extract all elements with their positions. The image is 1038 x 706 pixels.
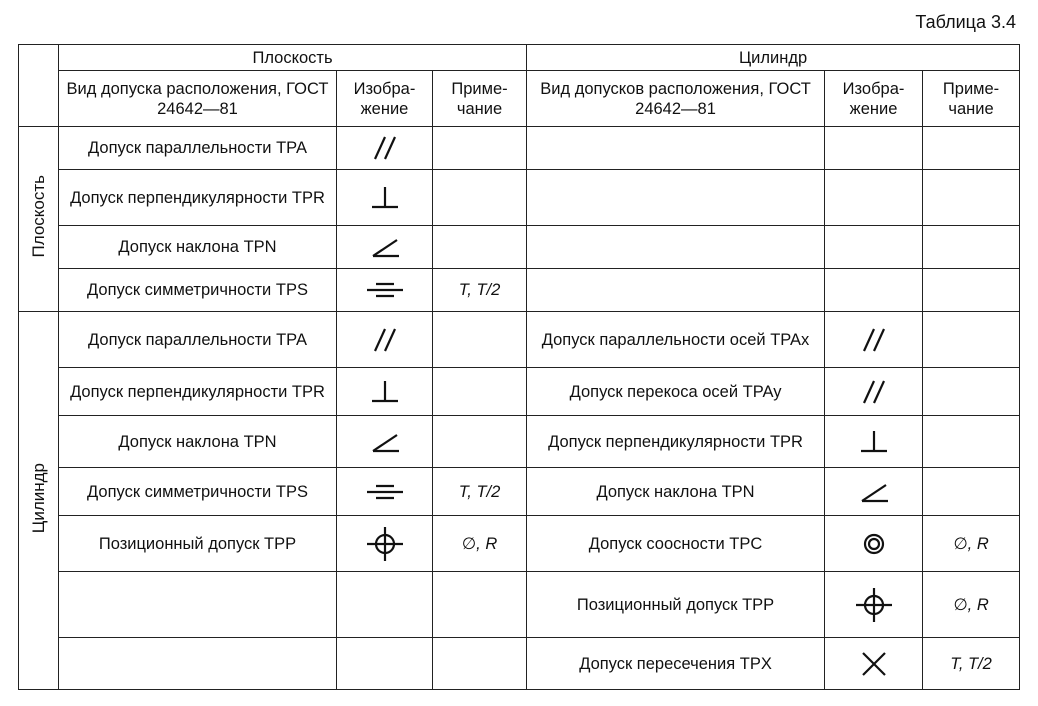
plane-tolerance-symbol [337, 127, 433, 170]
header-cylinder-kind: Вид допусков расположения, ГОСТ 24642—81 [527, 71, 825, 127]
cylinder-tolerance-name [527, 127, 825, 170]
header-plane-kind: Вид допуска расположения, ГОСТ 24642—81 [59, 71, 337, 127]
cylinder-tolerance-note: ∅, R [923, 516, 1020, 572]
plane-tolerance-symbol [337, 638, 433, 690]
plane-tolerance-name [59, 572, 337, 638]
plane-tolerance-name: Допуск параллельности TPA [59, 127, 337, 170]
plane-tolerance-note [433, 638, 527, 690]
tolerance-table [18, 44, 1020, 690]
table-row [19, 638, 1020, 690]
header-plane-note: Приме- чание [433, 71, 527, 127]
cylinder-tolerance-name: Допуск наклона TPN [527, 468, 825, 516]
group-label-text: Цилиндр [28, 462, 48, 534]
cylinder-tolerance-symbol [825, 638, 923, 690]
plane-tolerance-note: T, T/2 [433, 269, 527, 312]
group-header-cylinder: Цилиндр [527, 45, 1020, 71]
position-icon [850, 586, 898, 624]
plane-tolerance-note [433, 572, 527, 638]
perpendicularity-icon [361, 179, 409, 217]
plane-tolerance-name: Допуск симметричности TPS [59, 269, 337, 312]
cylinder-tolerance-note [923, 312, 1020, 368]
header-plane-image: Изобра- жение [337, 71, 433, 127]
cylinder-tolerance-note: ∅, R [923, 572, 1020, 638]
plane-tolerance-name: Допуск наклона TPN [59, 416, 337, 468]
cylinder-tolerance-symbol [825, 468, 923, 516]
plane-tolerance-symbol [337, 312, 433, 368]
plane-tolerance-name: Допуск параллельности TPA [59, 312, 337, 368]
plane-tolerance-symbol [337, 468, 433, 516]
plane-tolerance-name: Допуск наклона TPN [59, 226, 337, 269]
plane-tolerance-note [433, 127, 527, 170]
plane-tolerance-symbol [337, 368, 433, 416]
cylinder-tolerance-name: Допуск пересечения TPX [527, 638, 825, 690]
group-label-plane [19, 127, 59, 312]
cylinder-tolerance-note [923, 269, 1020, 312]
plane-tolerance-name: Допуск перпендикулярности TPR [59, 368, 337, 416]
table-row [19, 416, 1020, 468]
table-caption: Таблица 3.4 [915, 12, 1016, 32]
position-icon [361, 525, 409, 563]
cylinder-tolerance-note [923, 468, 1020, 516]
table-row [19, 170, 1020, 226]
cylinder-tolerance-symbol [825, 572, 923, 638]
plane-tolerance-symbol [337, 226, 433, 269]
cylinder-tolerance-name: Допуск перпендикулярности TPR [527, 416, 825, 468]
plane-tolerance-name: Допуск перпендикулярности TPR [59, 170, 337, 226]
table-row [19, 572, 1020, 638]
table-row [19, 127, 1020, 170]
plane-tolerance-symbol [337, 572, 433, 638]
group-label-cylinder [19, 312, 59, 690]
plane-tolerance-note: ∅, R [433, 516, 527, 572]
angularity-icon [361, 228, 409, 266]
cylinder-tolerance-note [923, 226, 1020, 269]
table-row [19, 368, 1020, 416]
cylinder-tolerance-name: Допуск соосности TPC [527, 516, 825, 572]
intersection-icon [850, 645, 898, 683]
perpendicularity-icon [361, 373, 409, 411]
symmetry-icon [361, 271, 409, 309]
cylinder-tolerance-name: Допуск перекоса осей TPAy [527, 368, 825, 416]
cylinder-tolerance-name [527, 170, 825, 226]
angularity-icon [850, 473, 898, 511]
cylinder-tolerance-name: Допуск параллельности осей TPAx [527, 312, 825, 368]
plane-tolerance-note [433, 368, 527, 416]
perpendicularity-icon [850, 423, 898, 461]
cylinder-tolerance-note [923, 170, 1020, 226]
header-cylinder-note: Приме- чание [923, 71, 1020, 127]
plane-tolerance-note [433, 416, 527, 468]
symmetry-icon [361, 473, 409, 511]
table-row [19, 226, 1020, 269]
concentricity-icon [850, 525, 898, 563]
cylinder-tolerance-name [527, 226, 825, 269]
plane-tolerance-note: T, T/2 [433, 468, 527, 516]
plane-tolerance-name [59, 638, 337, 690]
cylinder-tolerance-symbol [825, 416, 923, 468]
plane-tolerance-note [433, 312, 527, 368]
table-row [19, 468, 1020, 516]
plane-tolerance-name: Допуск симметричности TPS [59, 468, 337, 516]
cylinder-tolerance-symbol [825, 368, 923, 416]
parallelism-icon [850, 321, 898, 359]
plane-tolerance-symbol [337, 269, 433, 312]
cylinder-tolerance-symbol [825, 516, 923, 572]
parallelism-icon [361, 129, 409, 167]
plane-tolerance-note [433, 170, 527, 226]
corner-cell [19, 45, 59, 127]
cylinder-tolerance-note [923, 368, 1020, 416]
cylinder-tolerance-note [923, 416, 1020, 468]
angularity-icon [361, 423, 409, 461]
cylinder-tolerance-symbol [825, 170, 923, 226]
plane-tolerance-symbol [337, 416, 433, 468]
parallelism-icon [850, 373, 898, 411]
group-header-plane: Плоскость [59, 45, 527, 71]
cylinder-tolerance-symbol [825, 269, 923, 312]
cylinder-tolerance-name [527, 269, 825, 312]
table-row [19, 312, 1020, 368]
header-cylinder-image: Изобра- жение [825, 71, 923, 127]
plane-tolerance-symbol [337, 170, 433, 226]
plane-tolerance-name: Позиционный допуск TPP [59, 516, 337, 572]
cylinder-tolerance-symbol [825, 127, 923, 170]
cylinder-tolerance-symbol [825, 226, 923, 269]
table-row [19, 516, 1020, 572]
plane-tolerance-note [433, 226, 527, 269]
plane-tolerance-symbol [337, 516, 433, 572]
cylinder-tolerance-symbol [825, 312, 923, 368]
parallelism-icon [361, 321, 409, 359]
cylinder-tolerance-name: Позиционный допуск TPP [527, 572, 825, 638]
cylinder-tolerance-note [923, 127, 1020, 170]
table-row [19, 269, 1020, 312]
cylinder-tolerance-note: T, T/2 [923, 638, 1020, 690]
group-label-text: Плоскость [28, 175, 48, 258]
